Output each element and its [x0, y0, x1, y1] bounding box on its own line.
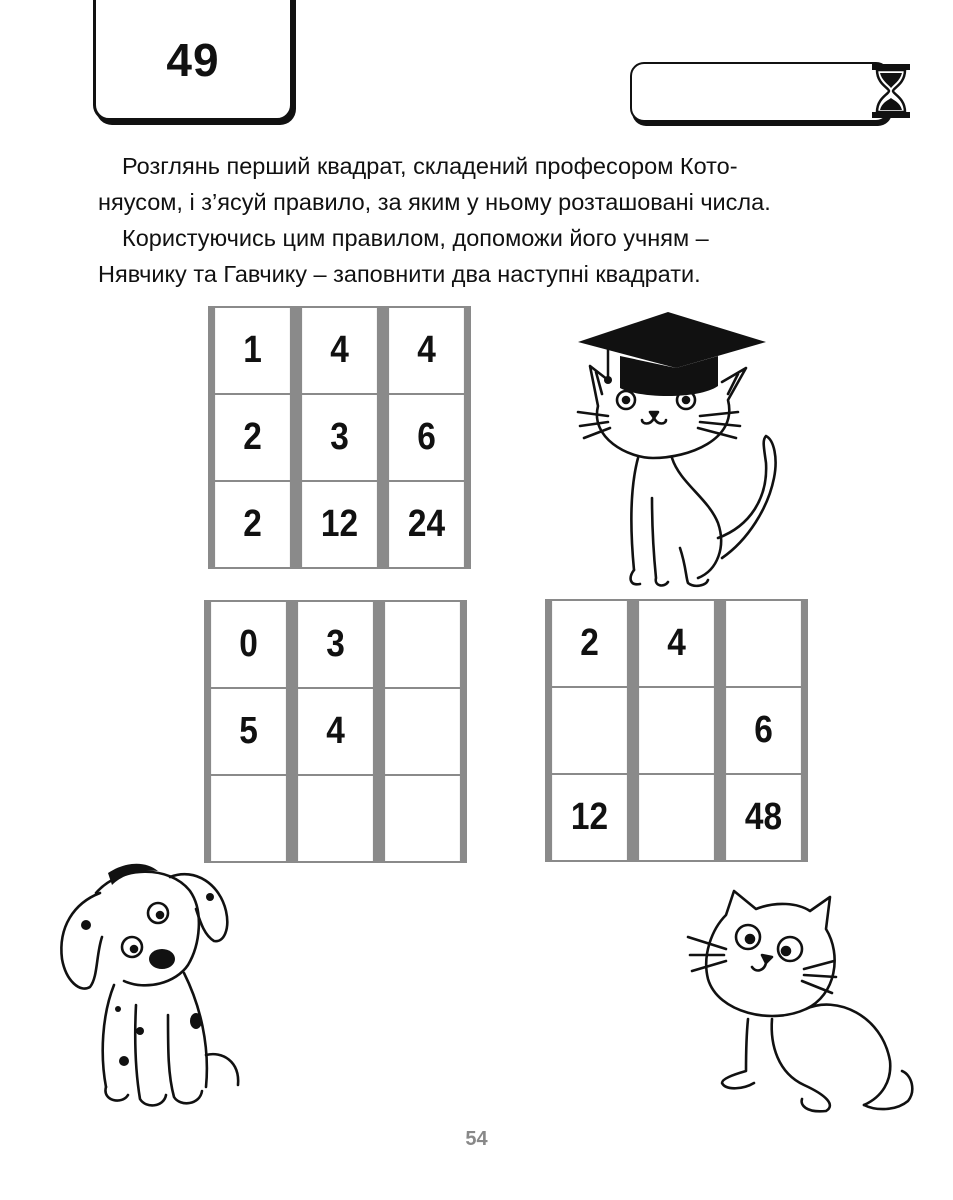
grid-cell: 4: [302, 308, 377, 393]
grid-cell-empty[interactable]: [726, 601, 801, 686]
grid-cell-empty[interactable]: [298, 776, 373, 861]
grid-cell: 6: [389, 395, 464, 480]
instructions-line-1: Розглянь перший квадрат, складений професором Кото-: [122, 153, 738, 179]
instructions: [98, 148, 912, 292]
grid-cell: 4: [298, 689, 373, 774]
grid-cell: 2: [552, 601, 627, 686]
grid-cell-empty[interactable]: [385, 776, 460, 861]
grid-cell: 1: [215, 308, 290, 393]
task-number-box: [93, 0, 293, 121]
grid-cell: 0: [211, 602, 286, 687]
grid-cell: 5: [211, 689, 286, 774]
professor-cat-illustration: [568, 308, 780, 593]
hourglass-icon: [868, 62, 914, 120]
dog-grid: [204, 600, 467, 863]
grid-cell: 3: [298, 602, 373, 687]
grid-cell: 2: [215, 482, 290, 567]
grid-cell: 6: [726, 688, 801, 773]
grid-cell: 48: [726, 775, 801, 860]
page-number: 54: [465, 1128, 488, 1150]
puppy-illustration: [50, 855, 250, 1110]
grid-cell: 12: [552, 775, 627, 860]
instructions-line-3: Користуючись цим правилом, допоможи його учням –: [122, 225, 709, 251]
grid-cell-empty[interactable]: [385, 689, 460, 774]
grid-cell-empty[interactable]: [211, 776, 286, 861]
grid-cell-empty[interactable]: [385, 602, 460, 687]
grid-cell: 2: [215, 395, 290, 480]
grid-cell: 3: [302, 395, 377, 480]
grid-cell-empty[interactable]: [639, 688, 714, 773]
grid-cell: 24: [389, 482, 464, 567]
instructions-line-2: няусом, і з’ясуй правило, за яким у ньому розташовані числа.: [98, 189, 771, 215]
kitten-illustration: [686, 885, 918, 1125]
grid-cell: 4: [389, 308, 464, 393]
grid-cell: 4: [639, 601, 714, 686]
timer-field: [630, 62, 890, 122]
grid-cell-empty[interactable]: [639, 775, 714, 860]
task-number: 49: [166, 34, 220, 86]
instructions-line-4: Нявчику та Гавчику – заповнити два наступні квадрати.: [98, 261, 701, 287]
sample-grid: [208, 306, 471, 569]
cat-grid: [545, 599, 808, 862]
grid-cell: 12: [302, 482, 377, 567]
grid-cell-empty[interactable]: [552, 688, 627, 773]
